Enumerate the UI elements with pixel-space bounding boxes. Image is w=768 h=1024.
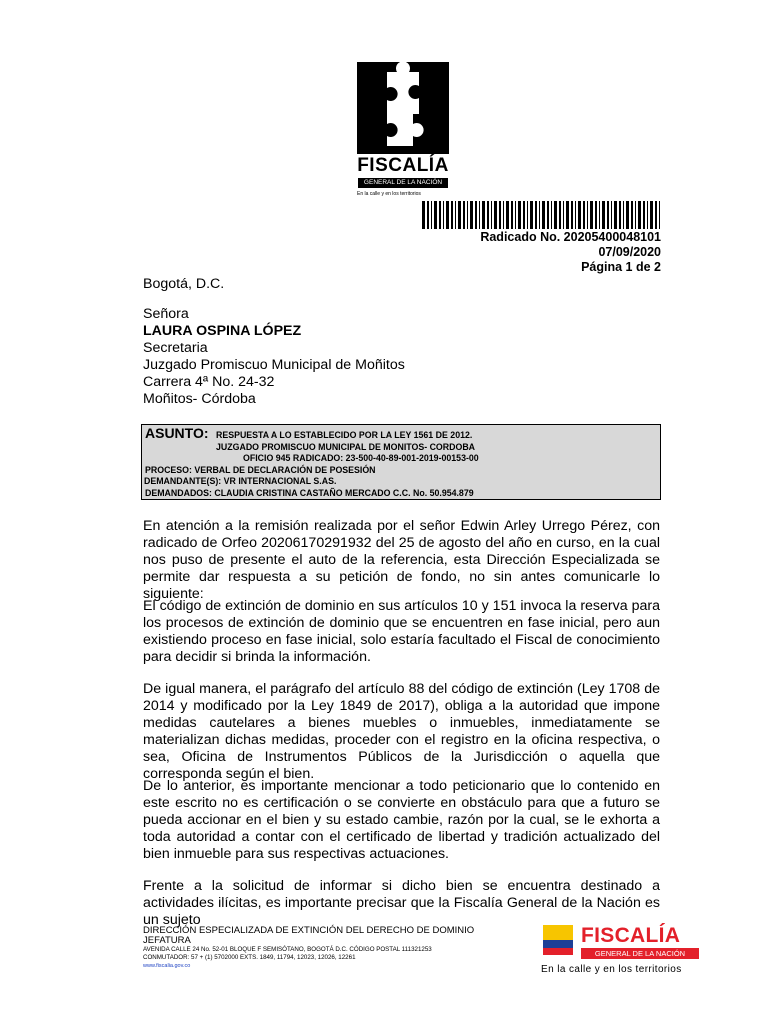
subject-line-4: PROCESO: VERBAL DE DECLARACIÓN DE POSESIÓN <box>145 465 376 475</box>
footer-logo-subtitle: GENERAL DE LA NACIÓN <box>581 948 699 959</box>
colombia-puzzle-icon <box>543 925 573 955</box>
footer-logo-title: FISCALÍA <box>581 924 681 947</box>
body-paragraph: Frente a la solicitud de informar si dicho bien se encuentra destinado a actividades ilícitas, es importante precisar que la Fiscalía General de la Nación es un sujeto <box>143 878 660 928</box>
subject-box <box>141 424 661 500</box>
body-paragraph: De igual manera, el parágrafo del artículo 88 del código de extinción (Ley 1708 de 2014 y modificado por la Ley 1849 de 2017), obliga a la autoridad que impone medidas cautelares a bienes muebles o inmuebles, inmediatamente se materializan dichas medidas, proceder con el registro en la oficina respectiva, o sea, Oficina de Instrumentos Públicos de la Jurisdicción o aquella que corresponda según el bien. <box>143 681 660 782</box>
footer-department: DIRECCIÓN ESPECIALIZADA DE EXTINCIÓN DEL DERECHO DE DOMINIO <box>143 925 475 936</box>
footer-logo-tagline: En la calle y en los territorios <box>541 964 682 975</box>
footer-address: AVENIDA CALLE 24 No. 52-01 BLOQUE F SEMISÓTANO, BOGOTÁ D.C. CÓDIGO POSTAL 111321253 <box>143 946 432 953</box>
body-paragraph: En atención a la remisión realizada por el señor Edwin Arley Urrego Pérez, con radicado de Orfeo 20206170291932 del 25 de agosto del año en curso, en la cual nos puso de presente el auto de la referencia, esta Dirección Especializada se permite dar respuesta a su petición de fondo, no sin antes comunicarle lo siguiente: <box>143 518 660 602</box>
addressee-role: Secretaria <box>143 340 208 356</box>
radicado-info <box>480 230 661 275</box>
addressee-block <box>143 306 405 408</box>
radicado-number: Radicado No. 20205400048101 <box>480 230 661 244</box>
barcode <box>422 201 662 229</box>
letter-city: Bogotá, D.C. <box>143 276 225 292</box>
logo-tagline: En la calle y en los territorios <box>357 191 421 197</box>
footer-office: JEFATURA <box>143 935 191 946</box>
subject-line-1: RESPUESTA A LO ESTABLECIDO POR LA LEY 1561 DE 2012. <box>216 430 473 440</box>
puzzle-piece-icon <box>357 62 449 154</box>
addressee-salutation: Señora <box>143 306 189 322</box>
subject-line-5: DEMANDANTE(S): VR INTERNACIONAL S.AS. <box>144 476 337 486</box>
footer-phone: CONMUTADOR: 57 + (1) 5702000 EXTS. 1849, 11794, 12023, 12026, 12261 <box>143 954 356 961</box>
addressee-court: Juzgado Promiscuo Municipal de Moñitos <box>143 357 405 373</box>
subject-label: ASUNTO: <box>145 425 209 441</box>
footer-website-link[interactable]: www.fiscalia.gov.co <box>143 963 191 969</box>
subject-line-3: OFICIO 945 RADICADO: 23-500-40-89-001-2019-00153-00 <box>243 453 479 463</box>
footer-contact <box>143 926 513 970</box>
logo-subtitle: GENERAL DE LA NACIÓN <box>358 178 448 188</box>
fiscalia-header-logo <box>357 62 449 202</box>
page-number: Página 1 de 2 <box>581 260 661 274</box>
body-paragraph: De lo anterior, es importante mencionar a todo peticionario que lo contenido en este escrito no es certificación o se convierte en obstáculo para que a futuro se pueda accionar en el bien y su estado cambie, razón por la cual, se le exhorta a toda autoridad a contar con el certificado de libertad y tradición actualizado del bien inmueble para sus respectivas actuaciones. <box>143 778 660 862</box>
body-paragraph: El código de extinción de dominio en sus artículos 10 y 151 invoca la reserva para los procesos de extinción de dominio que se encuentren en fase inicial, pero aun existiendo proceso en fase inicial, solo estaría facultado el Fiscal de conocimiento para decidir si brinda la información. <box>143 598 660 665</box>
logo-title: FISCALÍA <box>357 155 449 176</box>
addressee-address: Carrera 4ª No. 24-32 <box>143 374 275 390</box>
addressee-city: Moñitos- Córdoba <box>143 391 256 407</box>
addressee-name: LAURA OSPINA LÓPEZ <box>143 323 302 339</box>
subject-line-6: DEMANDADOS: CLAUDIA CRISTINA CASTAÑO MERCADO C.C. No. 50.954.879 <box>145 488 474 498</box>
fiscalia-footer-logo <box>541 924 701 980</box>
radicado-date: 07/09/2020 <box>598 245 661 259</box>
subject-line-2: JUZGADO PROMISCUO MUNICIPAL DE MONITOS- CORDOBA <box>216 442 476 452</box>
